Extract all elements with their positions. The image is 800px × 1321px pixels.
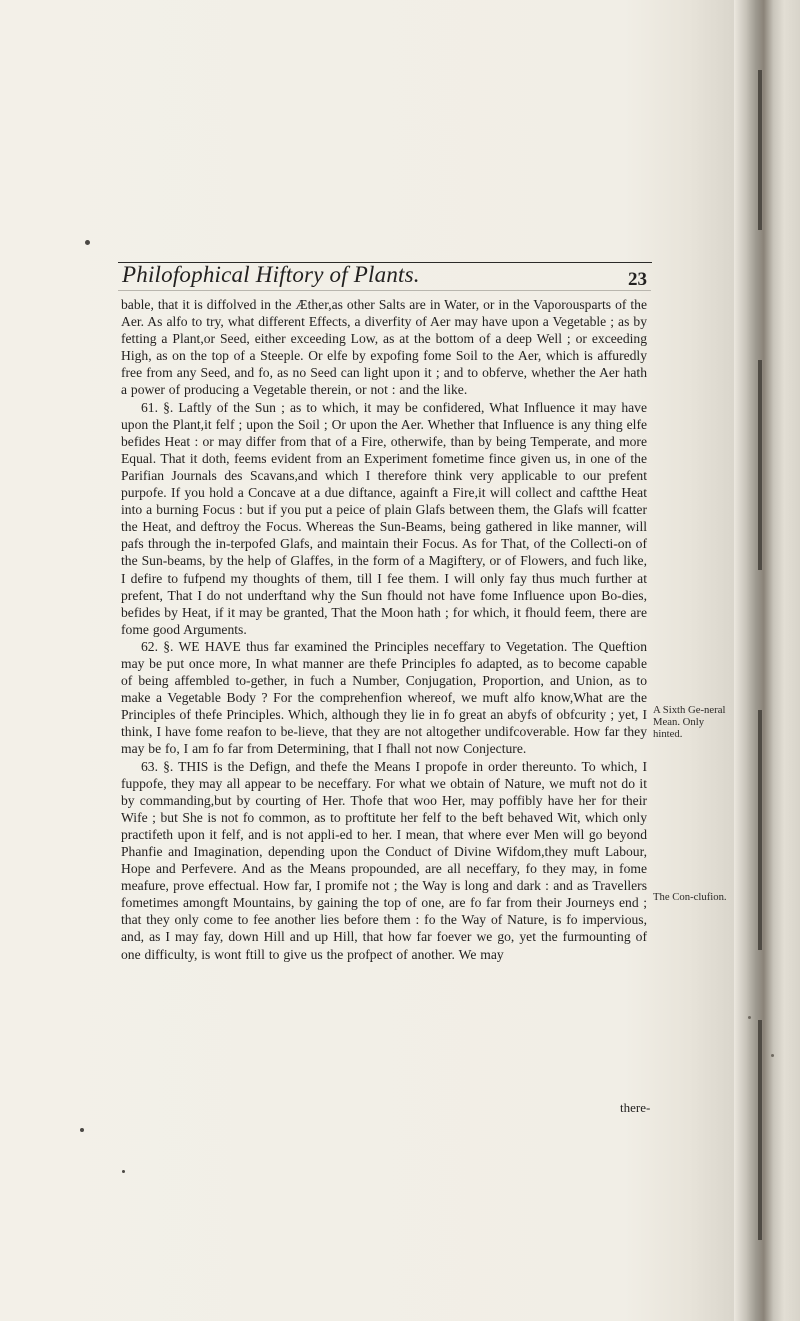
ink-speck-3 <box>122 1170 125 1173</box>
binding-line-2 <box>758 360 762 570</box>
binding-line-3 <box>758 710 762 950</box>
margin-note-conclusion: The Con-clufion. <box>653 891 727 903</box>
binding-line-1 <box>758 70 762 230</box>
ink-speck-1 <box>85 240 90 245</box>
edge-speck-2 <box>771 1054 774 1057</box>
paragraph-4: 63. §. THIS is the Defign, and thefe the Means I propofe in order thereunto. To which, I fuppofe, they may all appear to be neceffary. For what we obtain of Nature, we muft not do it by commanding,but by courting of Her. Thofe that woo Her, may poffibly have her for their Wife ; but She is not fo common, as to proftitute her felf to the beft behaved Wit, which only practifeth upon it felf, and is not appli-ed to her. I mean, that where ever Men will go beyond Phanfie and Imagination, depending upon the Conduct of Divine Wifdom,they muft Labour, Hope and Perfevere. And as the Means propounded, are all neceffary, fo they may, in fome meafure, prove effectual. How far, I promife not ; the Way is long and dark : and as Travellers fometimes amongft Mountains, by gaining the top of one, are fo far from their Journeys end ; that they only come to fee another lies before them : fo the Way of Nature, is fo impervious, and, as I may fay, down Hill and up Hill, that how far foever we go, yet the furmounting of one difficulty, is wont ftill to give us the profpect of another. We may <box>121 758 647 962</box>
book-binding-edge <box>734 0 800 1321</box>
edge-speck-1 <box>748 1016 751 1019</box>
paragraph-3: 62. §. WE HAVE thus far examined the Principles neceffary to Vegetation. The Queftion may be put once more, In what manner are thefe Principles fo adapted, as to become capable of being affembled to-gether, in fuch a Number, Conjugation, Proportion, and Union, as to make a Vegetable Body ? For the comprehenfion whereof, we muft alfo know,What are the Principles of thefe Principles. Which, although they lie in fo great an abyfs of obfcurity ; yet, I think, I have fome reafon to be-lieve, that they are not altogether undifcoverable. How far they may be fo, I am fo far from Determining, that I fhall not now Conjecture. <box>121 638 647 757</box>
margin-note-sixth-mean: A Sixth Ge-neral Mean. Only hinted. <box>653 704 726 740</box>
running-head: Philofophical Hiftory of Plants. <box>122 262 420 287</box>
page-body <box>121 296 647 963</box>
paragraph-1: bable, that it is diffolved in the Æther,as other Salts are in Water, or in the Vaporousparts of the Aer. As alfo to try, what different Effects, a diverfity of Aer may have upon a Vegetable ; as by fetting a Plant,or Seed, either exceeding Low, as at the bottom of a deep Well ; or exceeding High, as on the top of a Steeple. Or elfe by expofing fome Soil to the Aer, which is affuredly free from any Seed, and fo, as no Seed can light upon it ; and to obferve, whether the Aer hath a power of producing a Vegetable therein, or not : and the like. <box>121 297 647 398</box>
catchword: there- <box>620 1100 651 1115</box>
paragraph-2: 61. §. Laftly of the Sun ; as to which, it may be confidered, What Influence it may have upon the Plant,it felf ; upon the Soil ; Or upon the Aer. Whether that Influence is any thing elfe befides Heat : or may differ from that of a Fire, otherwife, than by being Temperate, and more Equal. That it doth, feems evident from an Experiment fometime fince given us, in one of the Parifian Journals des Scavans,and which I therefore think very applicable to our prefent purpofe. If you hold a Concave at a due diftance, againft a Fire,it will collect and caftthe Heat into a burning Focus : but if you put a peice of plain Glafs between them, the Glafs will fcatter the Heat, and deftroy the Focus. Whereas the Sun-Beams, being gathered in like manner, will pafs through the in-terpofed Glafs, and maintain their Focus. As for That, of the Collecti-on of the Sun-beams, by the help of Glaffes, in the form of a Magiftery, or of Flowers, and fuch like, I defire to fufpend my thoughts of them, till I fee them. I will only fay thus much further at prefent, That I do not underftand why the Sun fhould not have fome Influence upon Bo-dies, befides by Heat, if it may be granted, That the Moon hath ; for which, it fhould feem, there are fome good Arguments. <box>121 399 647 637</box>
page-number: 23 <box>628 269 647 290</box>
ink-speck-2 <box>80 1128 84 1132</box>
binding-line-4 <box>758 1020 762 1240</box>
